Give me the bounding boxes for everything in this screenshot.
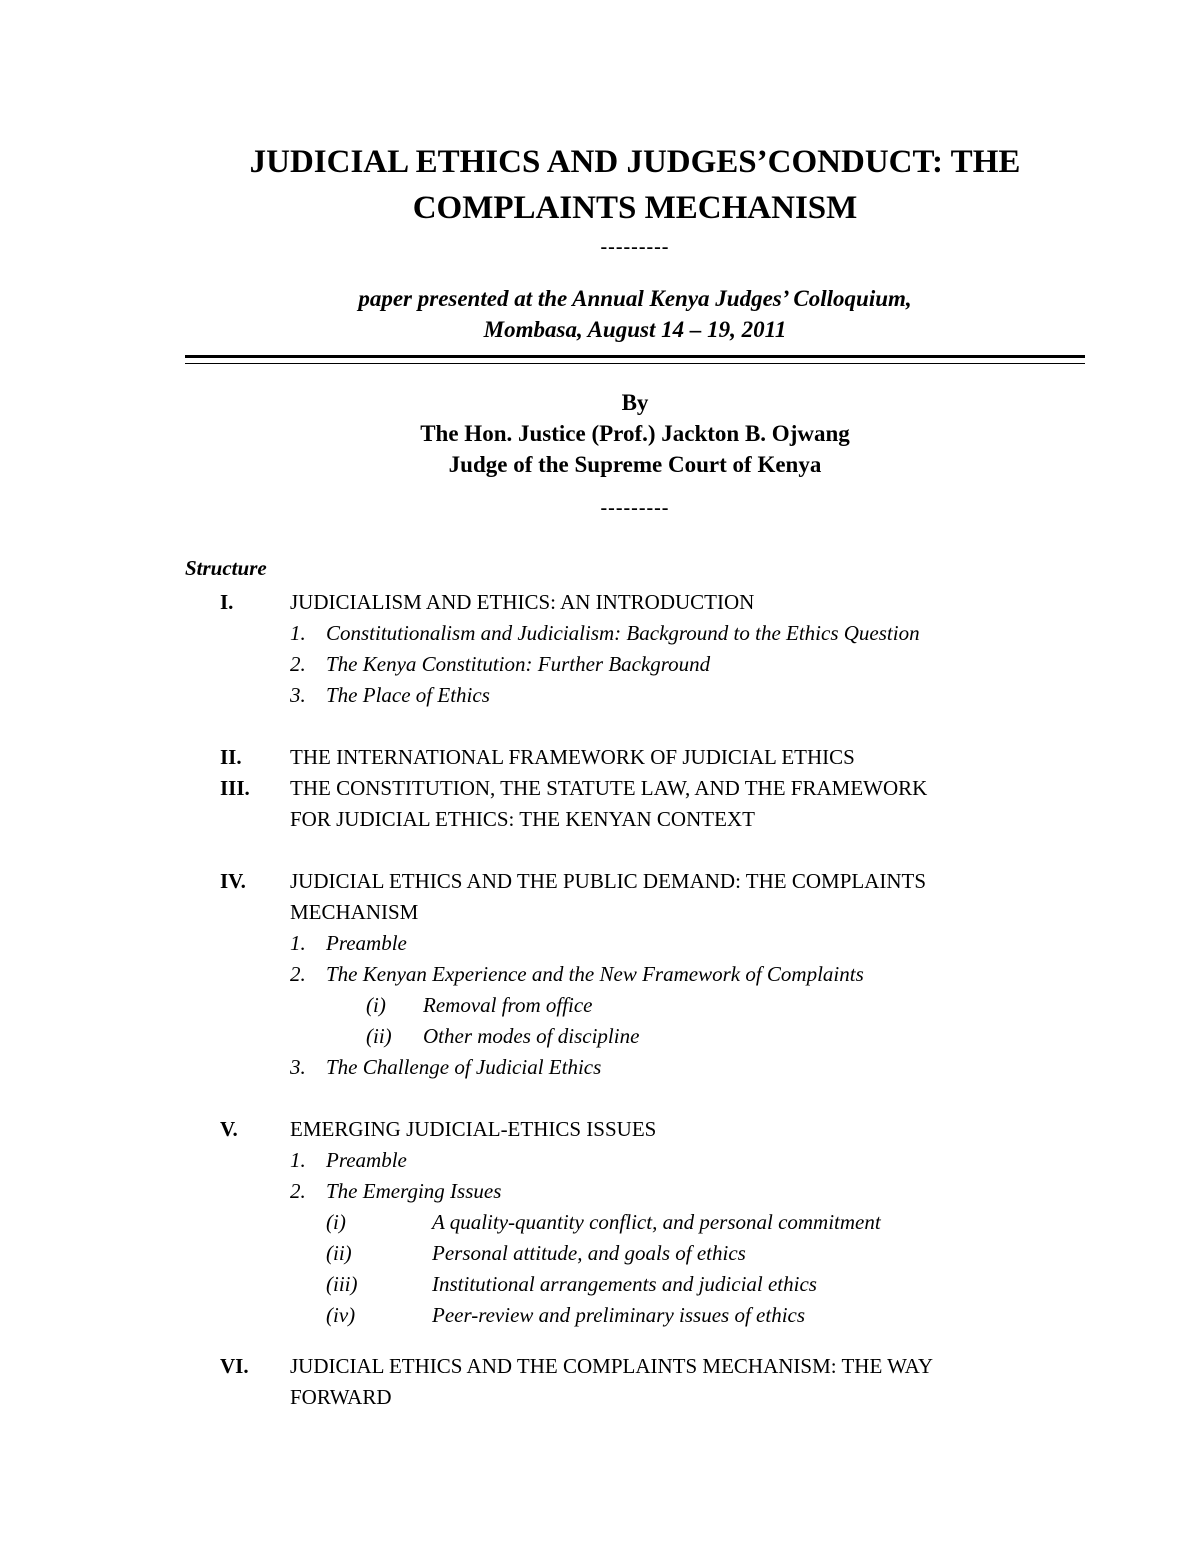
section-number: VI.: [220, 1354, 249, 1378]
subitem-text: Other modes of discipline: [423, 1024, 640, 1048]
author-name: The Hon. Justice (Prof.) Jackton B. Ojwang: [420, 421, 850, 446]
subitem-number: (i): [366, 993, 386, 1017]
item-number: 1.: [290, 931, 306, 955]
item-number: 2.: [290, 652, 306, 676]
subitem-number: (i): [326, 1210, 346, 1234]
document-title-line-2: COMPLAINTS MECHANISM: [412, 190, 858, 226]
section-heading: THE INTERNATIONAL FRAMEWORK OF JUDICIAL ETHICS: [290, 745, 855, 769]
item-text: The Kenya Constitution: Further Background: [326, 652, 711, 676]
subitem-text: Personal attitude, and goals of ethics: [432, 1241, 746, 1265]
item-text: Preamble: [326, 1148, 407, 1172]
item-text: The Place of Ethics: [326, 683, 490, 707]
subitem-number: (ii): [366, 1024, 392, 1048]
item-text: Preamble: [326, 931, 407, 955]
section-heading: JUDICIAL ETHICS AND THE COMPLAINTS MECHANISM: THE WAY: [290, 1354, 934, 1378]
section-heading: THE CONSTITUTION, THE STATUTE LAW, AND THE FRAMEWORK: [290, 776, 928, 800]
author-by: By: [621, 390, 649, 415]
double-rule-top: [185, 355, 1085, 358]
section-number: IV.: [220, 869, 246, 893]
item-number: 3.: [290, 1055, 306, 1079]
item-number: 1.: [290, 621, 306, 645]
section-heading: JUDICIALISM AND ETHICS: AN INTRODUCTION: [290, 590, 755, 614]
section-number: I.: [220, 590, 234, 614]
section-heading-continued: MECHANISM: [290, 900, 419, 924]
section-number: V.: [220, 1117, 238, 1141]
subitem-number: (iii): [326, 1272, 358, 1296]
item-number: 2.: [290, 1179, 306, 1203]
subitem-text: Removal from office: [423, 993, 593, 1017]
section-heading: JUDICIAL ETHICS AND THE PUBLIC DEMAND: THE COMPLAINTS: [290, 869, 927, 893]
item-text: The Challenge of Judicial Ethics: [326, 1055, 602, 1079]
author-separator: ---------: [600, 497, 670, 519]
section-heading: EMERGING JUDICIAL-ETHICS ISSUES: [290, 1117, 657, 1141]
subitem-text: Peer-review and preliminary issues of ethics: [432, 1303, 806, 1327]
subitem-number: (ii): [326, 1241, 352, 1265]
subitem-text: Institutional arrangements and judicial ethics: [432, 1272, 817, 1296]
section-number: II.: [220, 745, 242, 769]
title-separator: ---------: [600, 236, 670, 258]
subitem-text: A quality-quantity conflict, and personal commitment: [432, 1210, 881, 1234]
item-text: The Kenyan Experience and the New Framework of Complaints: [326, 962, 864, 986]
author-position: Judge of the Supreme Court of Kenya: [448, 452, 822, 477]
item-number: 1.: [290, 1148, 306, 1172]
subitem-number: (iv): [326, 1303, 356, 1327]
item-number: 2.: [290, 962, 306, 986]
section-heading-continued: FORWARD: [290, 1385, 392, 1409]
structure-label: Structure: [185, 556, 267, 580]
double-rule-bottom: [185, 363, 1085, 364]
item-number: 3.: [290, 683, 306, 707]
item-text: The Emerging Issues: [326, 1179, 502, 1203]
section-number: III.: [220, 776, 250, 800]
subtitle-line-2: Mombasa, August 14 – 19, 2011: [483, 317, 787, 342]
item-text: Constitutionalism and Judicialism: Background to the Ethics Question: [326, 621, 920, 645]
document-title-line-1: JUDICIAL ETHICS AND JUDGES’CONDUCT: THE: [249, 144, 1021, 180]
subtitle-line-1: paper presented at the Annual Kenya Judges’ Colloquium,: [358, 286, 912, 311]
section-heading-continued: FOR JUDICIAL ETHICS: THE KENYAN CONTEXT: [290, 807, 755, 831]
